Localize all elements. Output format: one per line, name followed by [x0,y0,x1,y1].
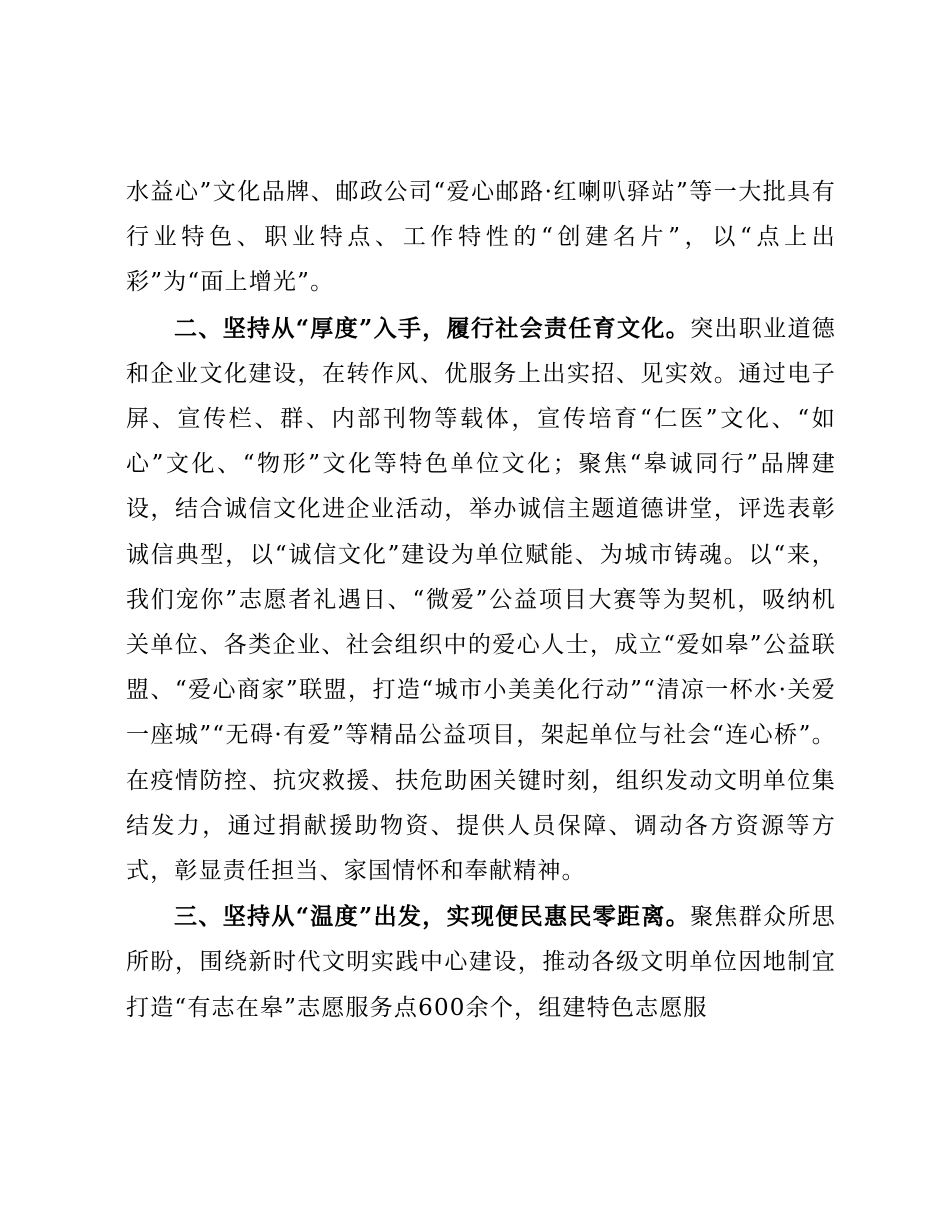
section-heading: 三、坚持从“温度”出发，实现便民惠民零距离。 [174,903,691,931]
section-heading: 二、坚持从“厚度”入手，履行社会责任育文化。 [174,314,691,342]
paragraph-text: 突出职业道德和企业文化建设，在转作风、优服务上出实招、见实效。通过电子屏、宣传栏、群、内部刊物等载体，宣传培育“仁医”文化、“如心”文化、“物形”文化等特色单位文化；聚焦“皋诚同行”品牌建设，结合诚信文化进企业活动，举办诚信主题道德讲堂，评选表彰诚信典型，以“诚信文化”建设为单位赋能、为城市铸魂。以“来，我们宠你”志愿者礼遇日、“微爱”公益项目大赛等为契机，吸纳机关单位、各类企业、社会组织中的爱心人士，成立“爱如皋”公益联盟、“爱心商家”联盟，打造“城市小美美化行动”“清凉一杯水·关爱一座城”“无碍·有爱”等精品公益项目，架起单位与社会“连心桥”。在疫情防控、抗灾救援、扶危助困关键时刻，组织发动文明单位集结发力，通过捐献援助物资、提供人员保障、调动各方资源等方式，彰显责任担当、家国情怀和奉献精神。 [126,315,837,885]
paragraph-section-3 [126,894,836,1031]
document-body [126,170,836,1031]
paragraph-section-2 [126,306,836,895]
paragraph-continuation [126,170,836,306]
paragraph-text: 水益心”文化品牌、邮政公司“爱心邮路·红喇叭驿站”等一大批具有行业特色、职业特点、工作特性的“创建名片”，以“点上出彩”为“面上增光”。 [126,179,836,296]
paragraph-text: 聚焦群众所思所盼，围绕新时代文明实践中心建设，推动各级文明单位因地制宜打造“有志在皋”志愿服务点600余个，组建特色志愿服 [126,904,837,1021]
